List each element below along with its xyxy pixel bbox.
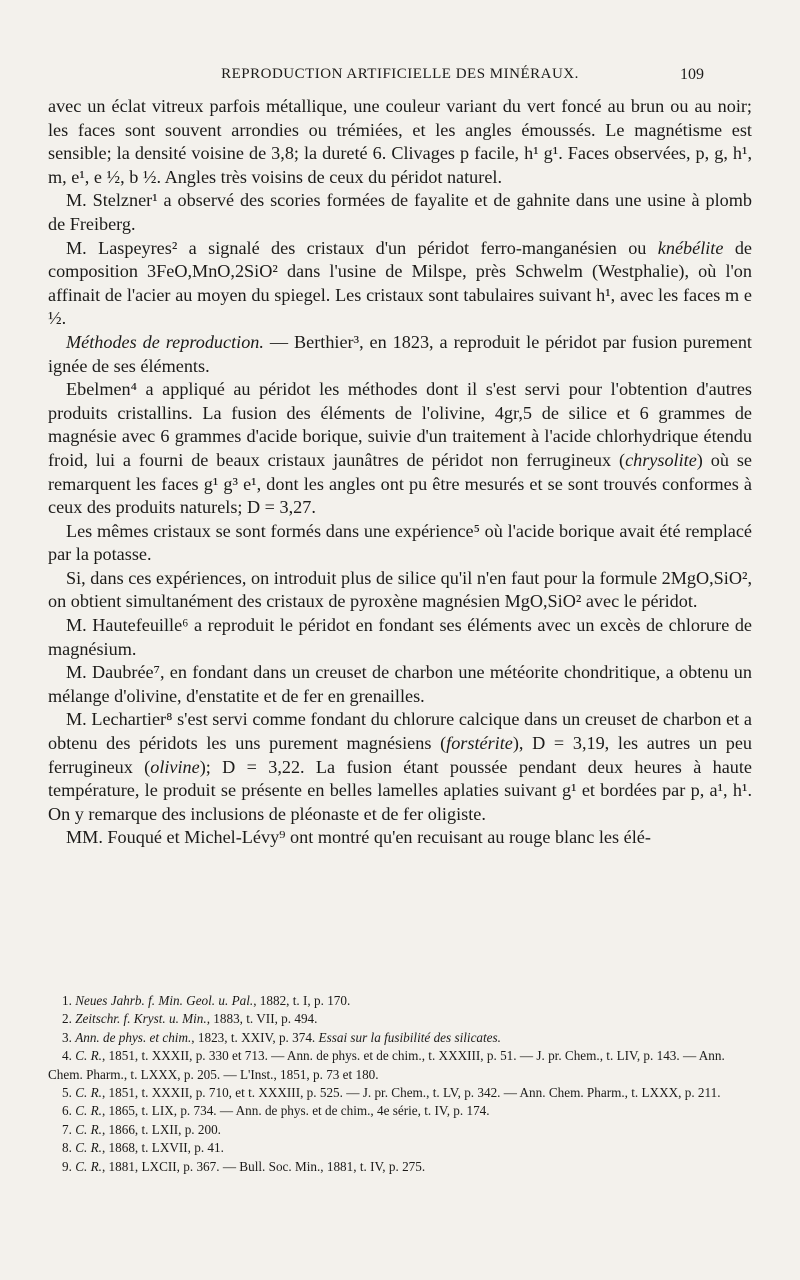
footnote-source: Zeitschr. f. Kryst. u. Min. (75, 1011, 207, 1027)
footnote-9 (48, 1158, 752, 1176)
footnote-source: Ann. de phys. et chim. (75, 1029, 192, 1045)
paragraph-potasse: Les mêmes cristaux se sont formés dans une expérience⁵ où l'acide borique avait été remplacé par la potasse. (48, 520, 752, 565)
footnote-3 (48, 1029, 752, 1047)
footnote-number: 4. (62, 1048, 72, 1064)
footnote-number: 3. (62, 1029, 72, 1045)
footnote-number: 7. (62, 1121, 72, 1137)
footnote-source: C. R. (75, 1085, 102, 1101)
paragraph-methods (48, 331, 752, 378)
term-olivine: olivine (150, 756, 200, 777)
term-knebelite: knébélite (657, 237, 724, 258)
footnote-number: 2. (62, 1011, 72, 1027)
term-forsterite: forstérite (446, 733, 513, 754)
footnote-source: C. R. (75, 1140, 102, 1156)
paragraph-fouque: MM. Fouqué et Michel-Lévy⁹ ont montré qu'en recuisant au rouge blanc les élé- (66, 827, 651, 848)
footnote-ref: , 1866, t. LXII, p. 200. (101, 1121, 221, 1137)
footnote-number: 9. (62, 1158, 72, 1174)
footnote-ref: , 1823, t. XXIV, p. 374. (191, 1029, 319, 1045)
footnote-5 (48, 1084, 752, 1102)
footnote-7 (48, 1121, 752, 1139)
footnote-extra: Essai sur la fusibilité des silicates. (318, 1029, 501, 1045)
paragraph-hautefeuille: M. Hautefeuille⁶ a reproduit le péridot en fondant ses éléments avec un excès de chlorure de magnésium. (48, 615, 752, 659)
footnote-source: Neues Jahrb. f. Min. Geol. u. Pal. (75, 993, 254, 1008)
footnote-number: 6. (62, 1103, 72, 1119)
paragraph-laspeyres (48, 237, 752, 331)
footnote-6 (48, 1102, 752, 1120)
paragraph-ebelmen-text-a: Ebelmen⁴ a appliqué au péridot les méthodes dont il s'est servi pour l'obtention d'autres produits cristallins. La fusion des éléments de l'olivine, 4gr,5 de silice et 6 grammes de magnésie avec 6 grammes d'acide borique, suivie d'un traitement à l'acide chlorhydrique étendu froid, lui a fourni de beaux cristaux jaunâtres de péridot non ferrugineux ( (48, 379, 752, 470)
footnote-ref: , 1883, t. VII, p. 494. (206, 1011, 318, 1027)
footnote-number: 5. (62, 1085, 72, 1101)
footnotes (48, 992, 752, 1176)
footnote-ref: , 1868, t. LXVII, p. 41. (101, 1140, 224, 1156)
paragraph-1: avec un éclat vitreux parfois métallique, une couleur variant du vert foncé au brun ou au noir; les faces sont souvent arrondies ou trémiées, et les angles émoussés. Le magnétisme est sensible; la densité voisine de 3,8; la dureté 6. Clivages p facile, h¹ g¹. Faces observées, p, g, h¹, m, e¹, e ½, b ½. Angles très voisins de ceux du péridot naturel. (48, 96, 752, 187)
term-chrysolite: chrysolite (625, 449, 697, 470)
footnote-ref: , 1865, t. LIX, p. 734. — Ann. de phys. et de chim., 4e série, t. IV, p. 174. (101, 1103, 490, 1119)
section-heading-methods: Méthodes de reproduction. (66, 331, 264, 352)
footnote-number: 1. (62, 993, 72, 1008)
paragraph-methods-text: — Berthier³, en 1823, a reproduit le péridot par fusion purement ignée de ses éléments. (48, 331, 752, 376)
footnote-8 (48, 1139, 752, 1157)
footnote-source: C. R. (75, 1121, 102, 1137)
paragraph-ebelmen (48, 378, 752, 520)
footnote-source: C. R. (75, 1158, 102, 1174)
footnote-2 (48, 1010, 752, 1028)
paragraph-lechartier-text-b: ), D = 3,19, les autres un peu ferrugineux ( (48, 733, 753, 777)
paragraph-ebelmen-text-b: ) où se remarquent les faces g¹ g³ e¹, dont les angles ont pu être mesurés et se sont trouvés conformes à ceux des produits naturels; D = 3,27. (48, 449, 752, 518)
footnote-number: 8. (62, 1140, 72, 1156)
footnote-ref: , 1851, t. XXXII, p. 330 et 713. — Ann. de phys. et de chim., t. XXXIII, p. 51. — J. pr. Chem., t. LIV, p. 143. — Ann. Chem. Pharm., t. LXXX, p. 205. — L'Inst., 1851, p. 73 et 180. (48, 1048, 725, 1082)
footnote-ref: , 1882, t. I, p. 170. (253, 993, 351, 1008)
footnote-ref: , 1881, LXCII, p. 367. — Bull. Soc. Min., 1881, t. IV, p. 275. (101, 1158, 426, 1174)
paragraph-laspeyres-text-a: M. Laspeyres² a signalé des cristaux d'un péridot ferro-manganésien ou (66, 237, 658, 258)
footnote-source: C. R. (75, 1048, 102, 1064)
running-title: REPRODUCTION ARTIFICIELLE DES MINÉRAUX. (221, 66, 579, 82)
page-number: 109 (680, 66, 704, 83)
paragraph-daubree: M. Daubrée⁷, en fondant dans un creuset de charbon une météorite chondritique, a obtenu un mélange d'olivine, d'enstatite et de fer en grenailles. (48, 662, 752, 706)
paragraph-lechartier (48, 708, 752, 826)
footnote-4 (48, 1047, 752, 1084)
footnote-1 (48, 992, 752, 1010)
paragraph-laspeyres-text-b: de composition 3FeO,MnO,2SiO² dans l'usine de Milspe, près Schwelm (Westphalie), où l'on affinait de l'acier au moyen du spiegel. Les cristaux sont tabulaires suivant h¹, avec les faces m e ½. (48, 237, 752, 329)
footnote-source: C. R. (75, 1103, 102, 1119)
body-text (48, 95, 752, 850)
paragraph-lechartier-text-c: ); D = 3,22. La fusion étant poussée pendant deux heures à haute température, le produit se présente en belles lamelles aplaties suivant g¹ et bordées par p, a¹, h¹. On y remarque des inclusions de pléonaste et de fer oligiste. (48, 756, 752, 824)
paragraph-lechartier-text-a: M. Lechartier⁸ s'est servi comme fondant du chlorure calcique dans un creuset de charbon et a obtenu des péridots les uns purement magnésiens ( (48, 709, 752, 754)
paragraph-stelzner: M. Stelzner¹ a observé des scories formées de fayalite et de gahnite dans une usine à plomb de Freiberg. (48, 190, 752, 234)
footnote-ref: , 1851, t. XXXII, p. 710, et t. XXXIII, p. 525. — J. pr. Chem., t. LV, p. 342. — Ann. Chem. Pharm., t. LXXX, p. 211. (101, 1085, 721, 1101)
paragraph-silice: Si, dans ces expériences, on introduit plus de silice qu'il n'en faut pour la formule 2MgO,SiO², on obtient simultanément des cristaux de pyroxène magnésien MgO,SiO² avec le péridot. (48, 567, 752, 612)
